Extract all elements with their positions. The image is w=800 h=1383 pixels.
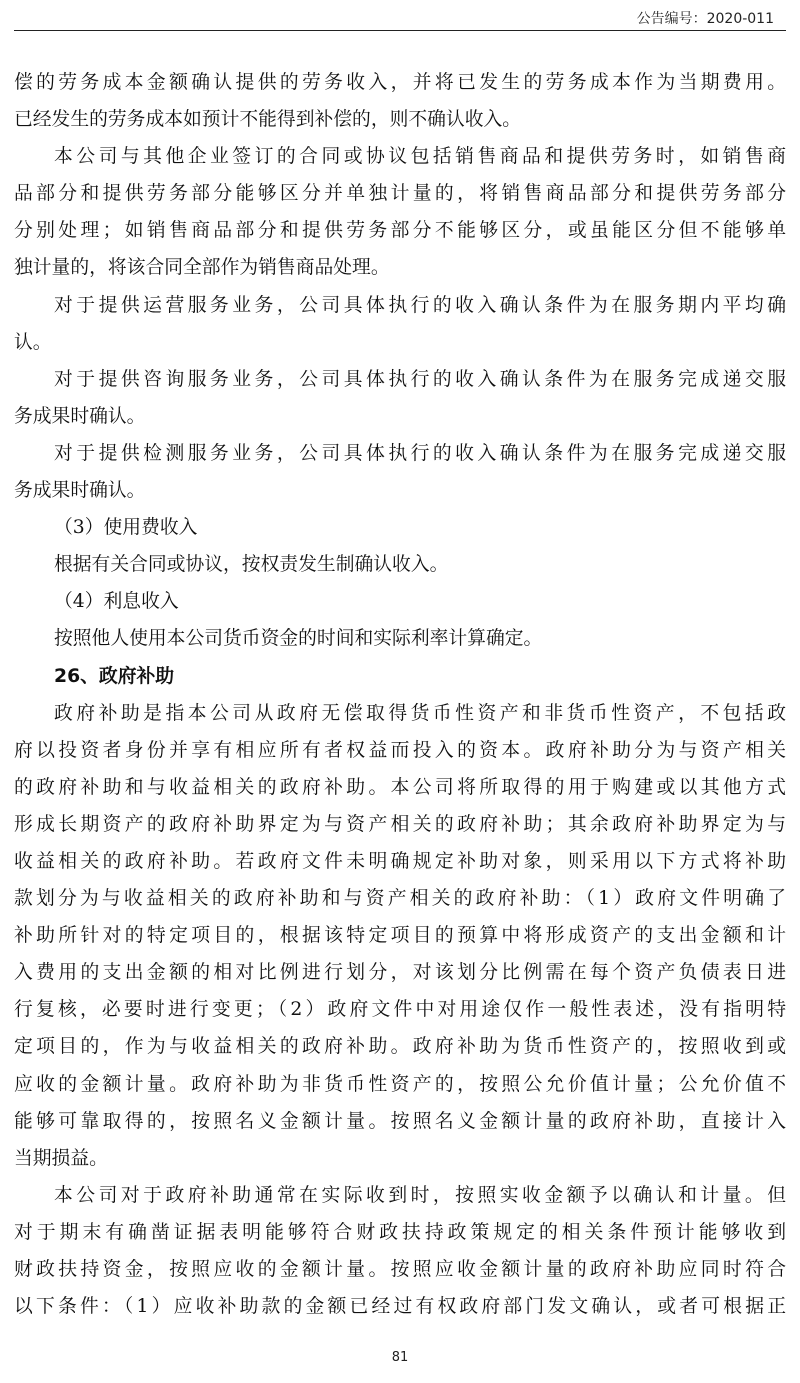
text-line: 已经发生的劳务成本如预计不能得到补偿的，则不确认收入。	[14, 109, 522, 131]
text-line: 定项目的，作为与收益相关的政府补助。政府补助为货币性资产的，按照收到或	[14, 1036, 786, 1058]
text-line: 补助所针对的特定项目的，根据该特定项目的预算中将形成资产的支出金额和计	[14, 925, 786, 947]
text-line: 务成果时确认。	[14, 480, 146, 502]
section-heading: 26、政府补助	[54, 665, 175, 687]
subheading-usage-fee: （3）使用费收入	[54, 517, 198, 539]
text-line: 政府补助是指本公司从政府无偿取得货币性资产和非货币性资产，不包括政	[54, 702, 786, 724]
text-line: 以下条件：（1）应收补助款的金额已经过有权政府部门发文确认，或者可根据正	[14, 1296, 786, 1318]
text-line: 按照他人使用本公司货币资金的时间和实际利率计算确定。	[54, 628, 543, 650]
text-line: 本公司对于政府补助通常在实际收到时，按照实收金额予以确认和计量。但	[54, 1184, 786, 1206]
text-line: 的政府补助和与收益相关的政府补助。本公司将所取得的用于购建或以其他方式	[14, 776, 786, 798]
text-line: 对于提供检测服务业务，公司具体执行的收入确认条件为在服务完成递交服	[54, 442, 786, 464]
text-line: 行复核，必要时进行变更；（2）政府文件中对用途仅作一般性表述，没有指明特	[14, 999, 786, 1021]
text-line: 对于提供咨询服务业务，公司具体执行的收入确认条件为在服务完成递交服	[54, 368, 786, 390]
document-body	[14, 64, 786, 1325]
text-line: 独计量的，将该合同全部作为销售商品处理。	[14, 257, 390, 279]
text-line: 当期损益。	[14, 1147, 108, 1169]
text-line: 应收的金额计量。政府补助为非货币性资产的，按照公允价值计量；公允价值不	[14, 1073, 786, 1095]
text-line: 对于提供运营服务业务，公司具体执行的收入确认条件为在服务期内平均确	[54, 294, 786, 316]
text-line: 根据有关合同或协议，按权责发生制确认收入。	[54, 554, 449, 576]
text-line: 品部分和提供劳务部分能够区分并单独计量的，将销售商品部分和提供劳务部分	[14, 183, 786, 205]
text-line: 本公司与其他企业签订的合同或协议包括销售商品和提供劳务时，如销售商	[54, 146, 786, 168]
page-header	[14, 0, 786, 31]
text-line: 认。	[14, 331, 52, 353]
subheading-interest-income: （4）利息收入	[54, 591, 179, 613]
text-line: 务成果时确认。	[14, 405, 146, 427]
page-number: 81	[391, 1350, 409, 1365]
text-line: 对于期末有确凿证据表明能够符合财政扶持政策规定的相关条件预计能够收到	[14, 1221, 786, 1243]
text-line: 府以投资者身份并享有相应所有者权益而投入的资本。政府补助分为与资产相关	[14, 739, 786, 761]
text-line: 入费用的支出金额的相对比例进行划分，对该划分比例需在每个资产负债表日进	[14, 962, 786, 984]
text-line: 分别处理；如销售商品部分和提供劳务部分不能够区分，或虽能区分但不能够单	[14, 220, 786, 242]
text-line: 财政扶持资金，按照应收的金额计量。按照应收金额计量的政府补助应同时符合	[14, 1259, 786, 1280]
text-line: 偿的劳务成本金额确认提供的劳务收入，并将已发生的劳务成本作为当期费用。	[14, 72, 786, 93]
text-line: 形成长期资产的政府补助界定为与资产相关的政府补助；其余政府补助界定为与	[14, 813, 786, 835]
text-line: 收益相关的政府补助。若政府文件未明确规定补助对象，则采用以下方式将补助	[14, 850, 786, 872]
text-line: 能够可靠取得的，按照名义金额计量。按照名义金额计量的政府补助，直接计入	[14, 1110, 786, 1132]
text-line: 款划分为与收益相关的政府补助和与资产相关的政府补助：（1）政府文件明确了	[14, 888, 786, 910]
doc-number: 公告编号：2020-011	[636, 11, 774, 27]
